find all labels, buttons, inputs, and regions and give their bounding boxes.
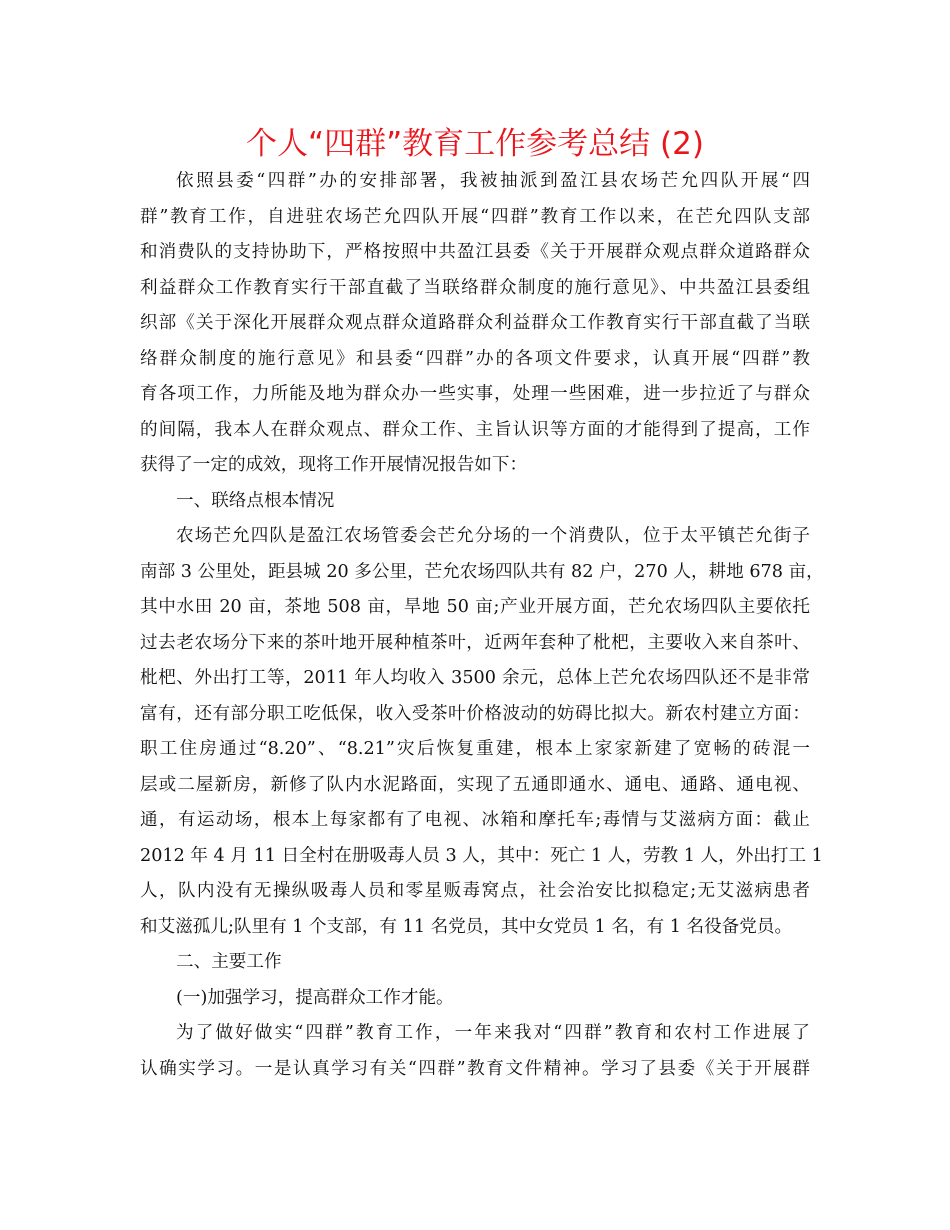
body-line: 利益群众工作教育实行干部直截了当联络群众制度的施行意见》、中共盈江县委组 [140,277,810,298]
body-line: 二、主要工作 [176,952,282,972]
body-line: 职工住房通过“8.20”、“8.21”灾后恢复重建，根本上家家新建了宽畅的砖混一 [140,739,810,759]
body-line: 人，队内没有无操纵吸毒人员和零星贩毒窝点，社会治安比拟稳定;无艾滋病患者 [140,881,810,901]
body-line: 过去老农场分下来的茶叶地开展种植茶叶，近两年套种了枇杷，主要收入来自茶叶、 [140,632,810,653]
body-line: (一)加强学习，提高群众工作才能。 [176,987,454,1008]
body-line: 一、联络点根本情况 [176,490,335,511]
body-line: 的间隔，我本人在群众观点、群众工作、主旨认识等方面的才能得到了提高，工作 [140,419,810,440]
body-line: 南部 3 公里处，距县城 20 多公里，芒允农场四队共有 82 户，270 人，耕地 678 亩， [140,561,824,582]
document-body [140,164,824,1087]
body-line: 通，有运动场，根本上每家都有了电视、冰箱和摩托车;毒情与艾滋病方面：截止 [140,810,810,830]
body-line: 络群众制度的施行意见》和县委“四群”办的各项文件要求，认真开展“四群”教 [140,348,810,369]
body-line: 2012 年 4 月 11 日全村在册吸毒人员 3 人，其中：死亡 1 人，劳教 1 人，外出打工 1 [140,845,823,866]
body-line: 和消费队的支持协助下，严格按照中共盈江县委《关于开展群众观点群众道路群众 [140,242,810,262]
body-line: 织部《关于深化开展群众观点群众道路群众利益群众工作教育实行干部直截了当联 [140,313,810,333]
body-line: 层或二屋新房，新修了队内水泥路面，实现了五通即通水、通电、通路、通电视、 [140,774,810,795]
body-line: 群”教育工作，自进驻农场芒允四队开展“四群”教育工作以来，在芒允四队支部 [140,206,810,227]
body-line: 富有，还有部分职工吃低保，收入受茶叶价格波动的妨碍比拟大。新农村建立方面： [140,703,810,724]
body-line: 获得了一定的成效，现将工作开展情况报告如下： [140,455,528,475]
body-line: 其中水田 20 亩，茶地 508 亩，旱地 50 亩;产业开展方面，芒允农场四队主要依托 [140,597,810,617]
body-line: 和艾滋孤儿;队里有 1 个支部，有 11 名党员，其中女党员 1 名，有 1 名役备党员。 [140,916,793,937]
body-line: 认确实学习。一是认真学习有关“四群”教育文件精神。学习了县委《关于开展群 [140,1058,810,1079]
body-line: 依照县委“四群”办的安排部署，我被抽派到盈江县农场芒允四队开展“四 [176,171,810,191]
body-line: 为了做好做实“四群”教育工作，一年来我对“四群”教育和农村工作进展了 [176,1023,810,1043]
body-line: 农场芒允四队是盈江农场管委会芒允分场的一个消费队，位于太平镇芒允街子 [176,526,810,546]
document-title: 个人“四群”教育工作参考总结 (2) [246,126,704,162]
body-line: 枇杷、外出打工等，2011 年人均收入 3500 余元，总体上芒允农场四队还不是非常 [140,668,810,688]
body-line: 育各项工作，力所能及地为群众办一些实事，处理一些困难，进一步拉近了与群众 [140,384,810,404]
